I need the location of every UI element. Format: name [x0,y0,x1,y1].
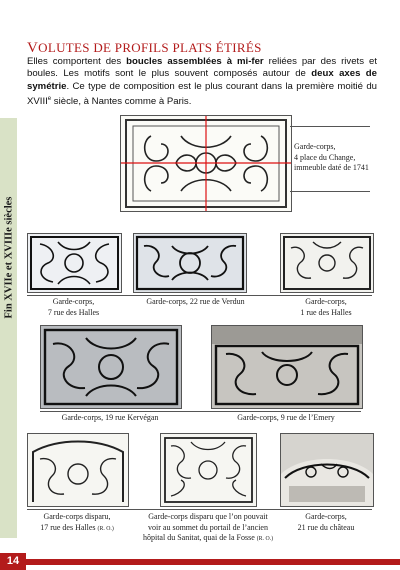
caption-halles-1: Garde-corps, 1 rue des Halles [300,297,352,317]
photo-halles-1 [280,233,374,293]
caption-sanitat: Garde-corps disparu que l’on pouvait voir au sommet du portail de l’ancien hôpital du Sanitat, quai de la Fosse (R. O.) [142,512,274,542]
photo-sanitat [160,433,257,507]
footer-bar [26,559,400,565]
railing-icon [281,234,373,292]
sidebar-band [0,118,17,538]
railing-icon [134,234,246,292]
railing-scroll-drawing [121,116,291,211]
page-number: 14 [0,553,26,570]
photo-chateau [280,433,374,507]
photo-disparu-halles [27,433,129,507]
sidebar-label: Fin XVIIe et XVIIIe siècles [3,196,15,319]
intro-paragraph: Elles comportent des boucles assemblées à mi-fer reliées par des rivets et boules. Les motifs sont le plus souvent composés autour de deux axes de symétrie. Ce type de composition est le plus courant dans la première moitié du XVIIIe siècle, à Nantes comme à Paris. [27,56,378,108]
caption-disparu-halles: Garde-corps disparu, 17 rue des Halles (R. O.) [40,512,114,532]
caption-main: Garde-corps, 4 place du Change, immeuble daté de 1741 [294,142,369,172]
caption-rule [27,295,372,296]
caption-emery: Garde-corps, 9 rue de l’Emery [237,413,335,422]
photo-emery [211,325,363,409]
photo-verdun [133,233,247,293]
caption-rule [290,126,370,127]
railing-icon [28,234,121,292]
photo-halles-7 [27,233,122,293]
section-title: VOLUTES DE PROFILS PLATS ÉTIRÉS [27,40,262,56]
caption-rule [27,509,372,510]
caption-kervegan: Garde-corps, 19 rue Kervégan [61,413,159,422]
caption-halles-7: Garde-corps, 7 rue des Halles [47,297,100,317]
railing-icon [161,434,256,506]
main-railing-drawing [120,115,292,212]
caption-verdun: Garde-corps, 22 rue de Verdun [146,297,245,306]
railing-icon [212,326,362,408]
railing-icon [281,434,373,506]
photo-kervegan [40,325,182,409]
caption-rule [40,411,361,412]
railing-icon [41,326,181,408]
caption-chateau: Garde-corps, 21 rue du château [297,512,355,532]
caption-rule [290,191,370,192]
railing-icon [28,434,128,506]
